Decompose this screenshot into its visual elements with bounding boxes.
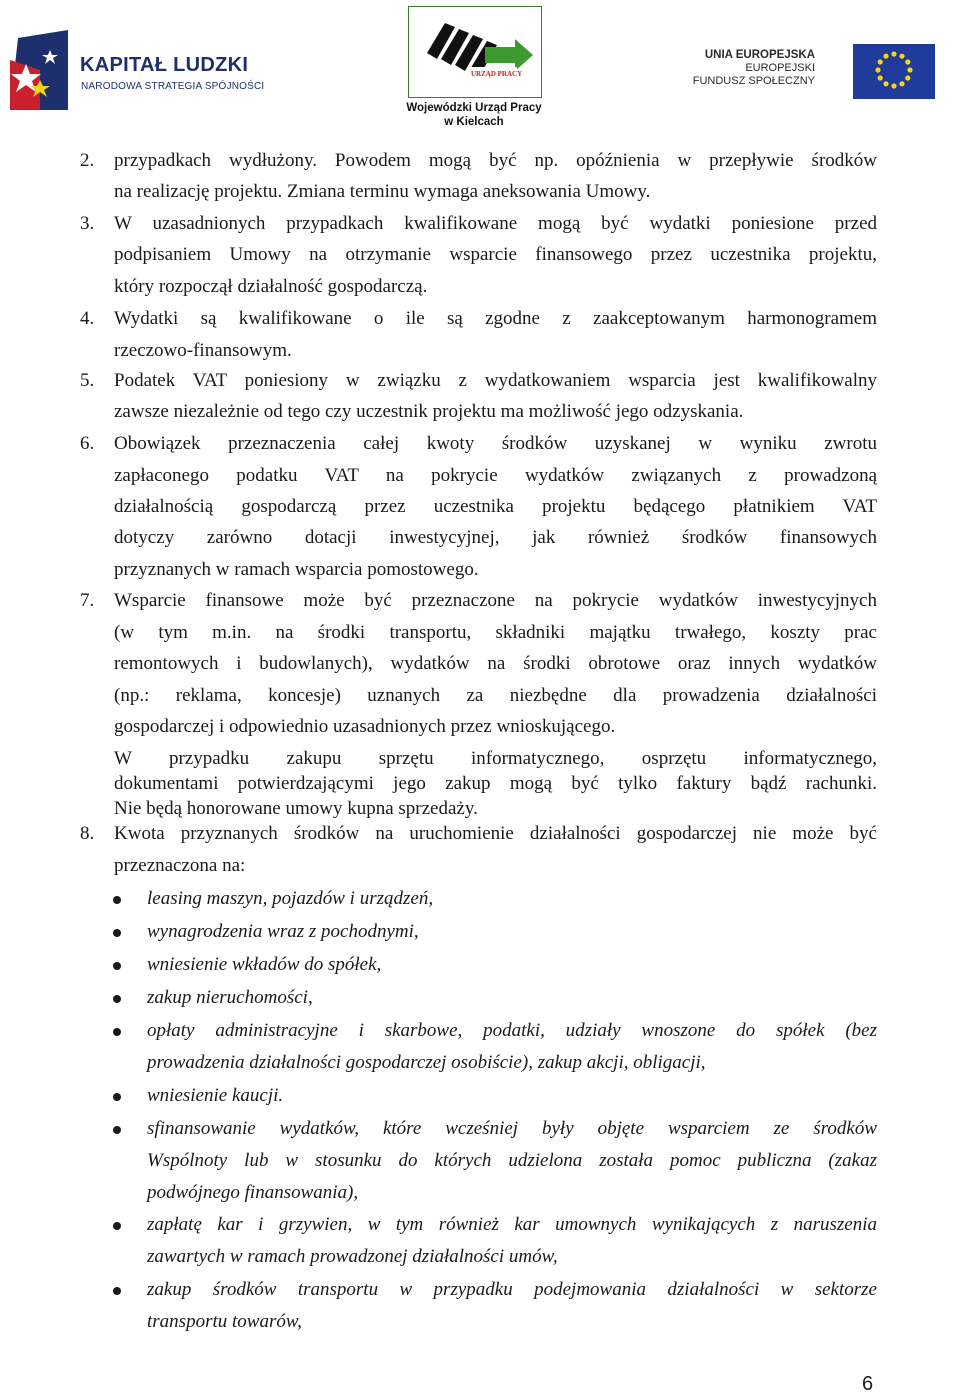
list-item: zapłatę kar i grzywien, w tym również kar umownych wynikających z naruszenia — [147, 1214, 877, 1235]
text-line: zawsze niezależnie od tego czy uczestnik projektu ma możliwość jego odzyskania. — [114, 401, 744, 422]
eu-logo-text — [693, 48, 815, 88]
list-item-cont: transportu towarów, — [147, 1311, 302, 1332]
text-line: W uzasadnionych przypadkach kwalifikowane mogą być wydatki poniesione przed — [114, 213, 877, 234]
kapital-ludzki-flag-icon — [10, 30, 68, 110]
text-line: przyznanych w ramach wsparcia pomostowego. — [114, 559, 479, 580]
text-line: przypadkach wydłużony. Powodem mogą być np. opóźnienia w przepływie środków — [114, 150, 877, 171]
bullet-icon — [113, 1028, 121, 1036]
text-line: który rozpoczął działalność gospodarczą. — [114, 276, 428, 297]
text-line: Obowiązek przeznaczenia całej kwoty środków uzyskanej w wyniku zwrotu — [114, 433, 877, 454]
text-line: rzeczowo-finansowym. — [114, 340, 292, 361]
list-item: wynagrodzenia wraz z pochodnymi, — [147, 921, 419, 942]
wup-kielce-logo — [388, 6, 568, 130]
item-number: 7. — [80, 590, 95, 611]
list-item-cont: zawartych w ramach prowadzonej działalności umów, — [147, 1246, 558, 1267]
wup-name-line2: w Kielcach — [444, 116, 504, 128]
text-line: na realizację projektu. Zmiana terminu wymaga aneksowania Umowy. — [114, 181, 651, 202]
bullet-icon — [113, 896, 121, 904]
text-line: dokumentami potwierdzającymi jego zakup mogą być tylko faktury bądź rachunki. — [114, 773, 877, 794]
text-line: W przypadku zakupu sprzętu informatycznego, osprzętu informatycznego, — [114, 748, 877, 769]
eu-line3: FUNDUSZ SPOŁECZNY — [692, 75, 815, 87]
eu-line1: UNIA EUROPEJSKA — [704, 49, 815, 61]
text-line: remontowych i budowlanych), wydatków na środki obrotowe oraz innych wydatków — [114, 653, 877, 674]
eu-flag-icon — [853, 44, 935, 99]
text-line: Wydatki są kwalifikowane o ile są zgodne z zaakceptowanym harmonogramem — [114, 308, 877, 329]
text-line: przeznaczona na: — [114, 855, 246, 876]
kapital-ludzki-subtitle: NARODOWA STRATEGIA SPÓJNOŚCI — [81, 81, 265, 92]
eu-line2: EUROPEJSKI — [745, 62, 815, 74]
text-line: (w tym m.in. na środki transportu, składniki majątku trwałego, koszty prac — [114, 622, 877, 643]
item-number: 2. — [80, 150, 95, 171]
text-line: podpisaniem Umowy na otrzymanie wsparcie finansowego przez uczestnika projektu, — [114, 244, 877, 265]
wup-tag: URZĄD PRACY — [471, 70, 523, 78]
bullet-icon — [113, 1287, 121, 1295]
item-number: 4. — [80, 308, 95, 329]
wup-emblem — [408, 6, 542, 98]
text-line: Kwota przyznanych środków na uruchomienie działalności gospodarczej nie może być — [114, 823, 877, 844]
item-number: 3. — [80, 213, 95, 234]
list-item: leasing maszyn, pojazdów i urządzeń, — [147, 888, 434, 909]
list-item: opłaty administracyjne i skarbowe, podatki, udziały wnoszone do spółek (bez — [147, 1020, 877, 1041]
page-header — [0, 0, 960, 130]
list-item-cont: prowadzenia działalności gospodarczej osobiście), zakup akcji, obligacji, — [147, 1052, 706, 1073]
bullet-icon — [113, 929, 121, 937]
wup-arrows-icon — [415, 13, 535, 91]
page-number: 6 — [862, 1373, 874, 1395]
list-item: wniesienie wkładów do spółek, — [147, 954, 382, 975]
list-item: wniesienie kaucji. — [147, 1085, 284, 1106]
text-line: zapłaconego podatku VAT na pokrycie wydatków związanych z prowadzoną — [114, 465, 877, 486]
text-line: Podatek VAT poniesiony w związku z wydatkowaniem wsparcia jest kwalifikowalny — [114, 370, 877, 391]
text-line: (np.: reklama, koncesje) uznanych za niezbędne dla prowadzenia działalności — [114, 685, 877, 706]
kapital-ludzki-logo — [10, 30, 265, 110]
item-number: 6. — [80, 433, 95, 454]
text-line: dotyczy zarówno dotacji inwestycyjnej, jak również środków finansowych — [114, 527, 877, 548]
list-item: sfinansowanie wydatków, które wcześniej były objęte wsparciem ze środków — [147, 1118, 877, 1139]
list-item: zakup środków transportu w przypadku podejmowania działalności w sektorze — [147, 1279, 877, 1300]
text-line: Wsparcie finansowe może być przeznaczone na pokrycie wydatków inwestycyjnych — [114, 590, 877, 611]
bullet-icon — [113, 962, 121, 970]
wup-name-line1: Wojewódzki Urząd Pracy — [406, 102, 542, 114]
bullet-icon — [113, 1093, 121, 1101]
list-item-cont: podwójnego finansowania), — [147, 1182, 359, 1203]
text-line: działalnością gospodarczą przez uczestnika projektu będącego płatnikiem VAT — [114, 496, 877, 517]
text-line: gospodarczej i odpowiednio uzasadnionych przez wnioskującego. — [114, 716, 616, 737]
list-item: zakup nieruchomości, — [147, 987, 313, 1008]
bullet-icon — [113, 995, 121, 1003]
list-item-cont: Wspólnoty lub w stosunku do których udzielona została pomoc publiczna (zakaz — [147, 1150, 877, 1171]
kapital-ludzki-title: KAPITAŁ LUDZKI — [80, 54, 249, 76]
text-line: Nie będą honorowane umowy kupna sprzedaży. — [114, 798, 478, 819]
bullet-icon — [113, 1222, 121, 1230]
bullet-icon — [113, 1126, 121, 1134]
item-number: 8. — [80, 823, 95, 844]
item-number: 5. — [80, 370, 95, 391]
wup-name — [388, 101, 560, 129]
eu-logo — [692, 44, 935, 100]
